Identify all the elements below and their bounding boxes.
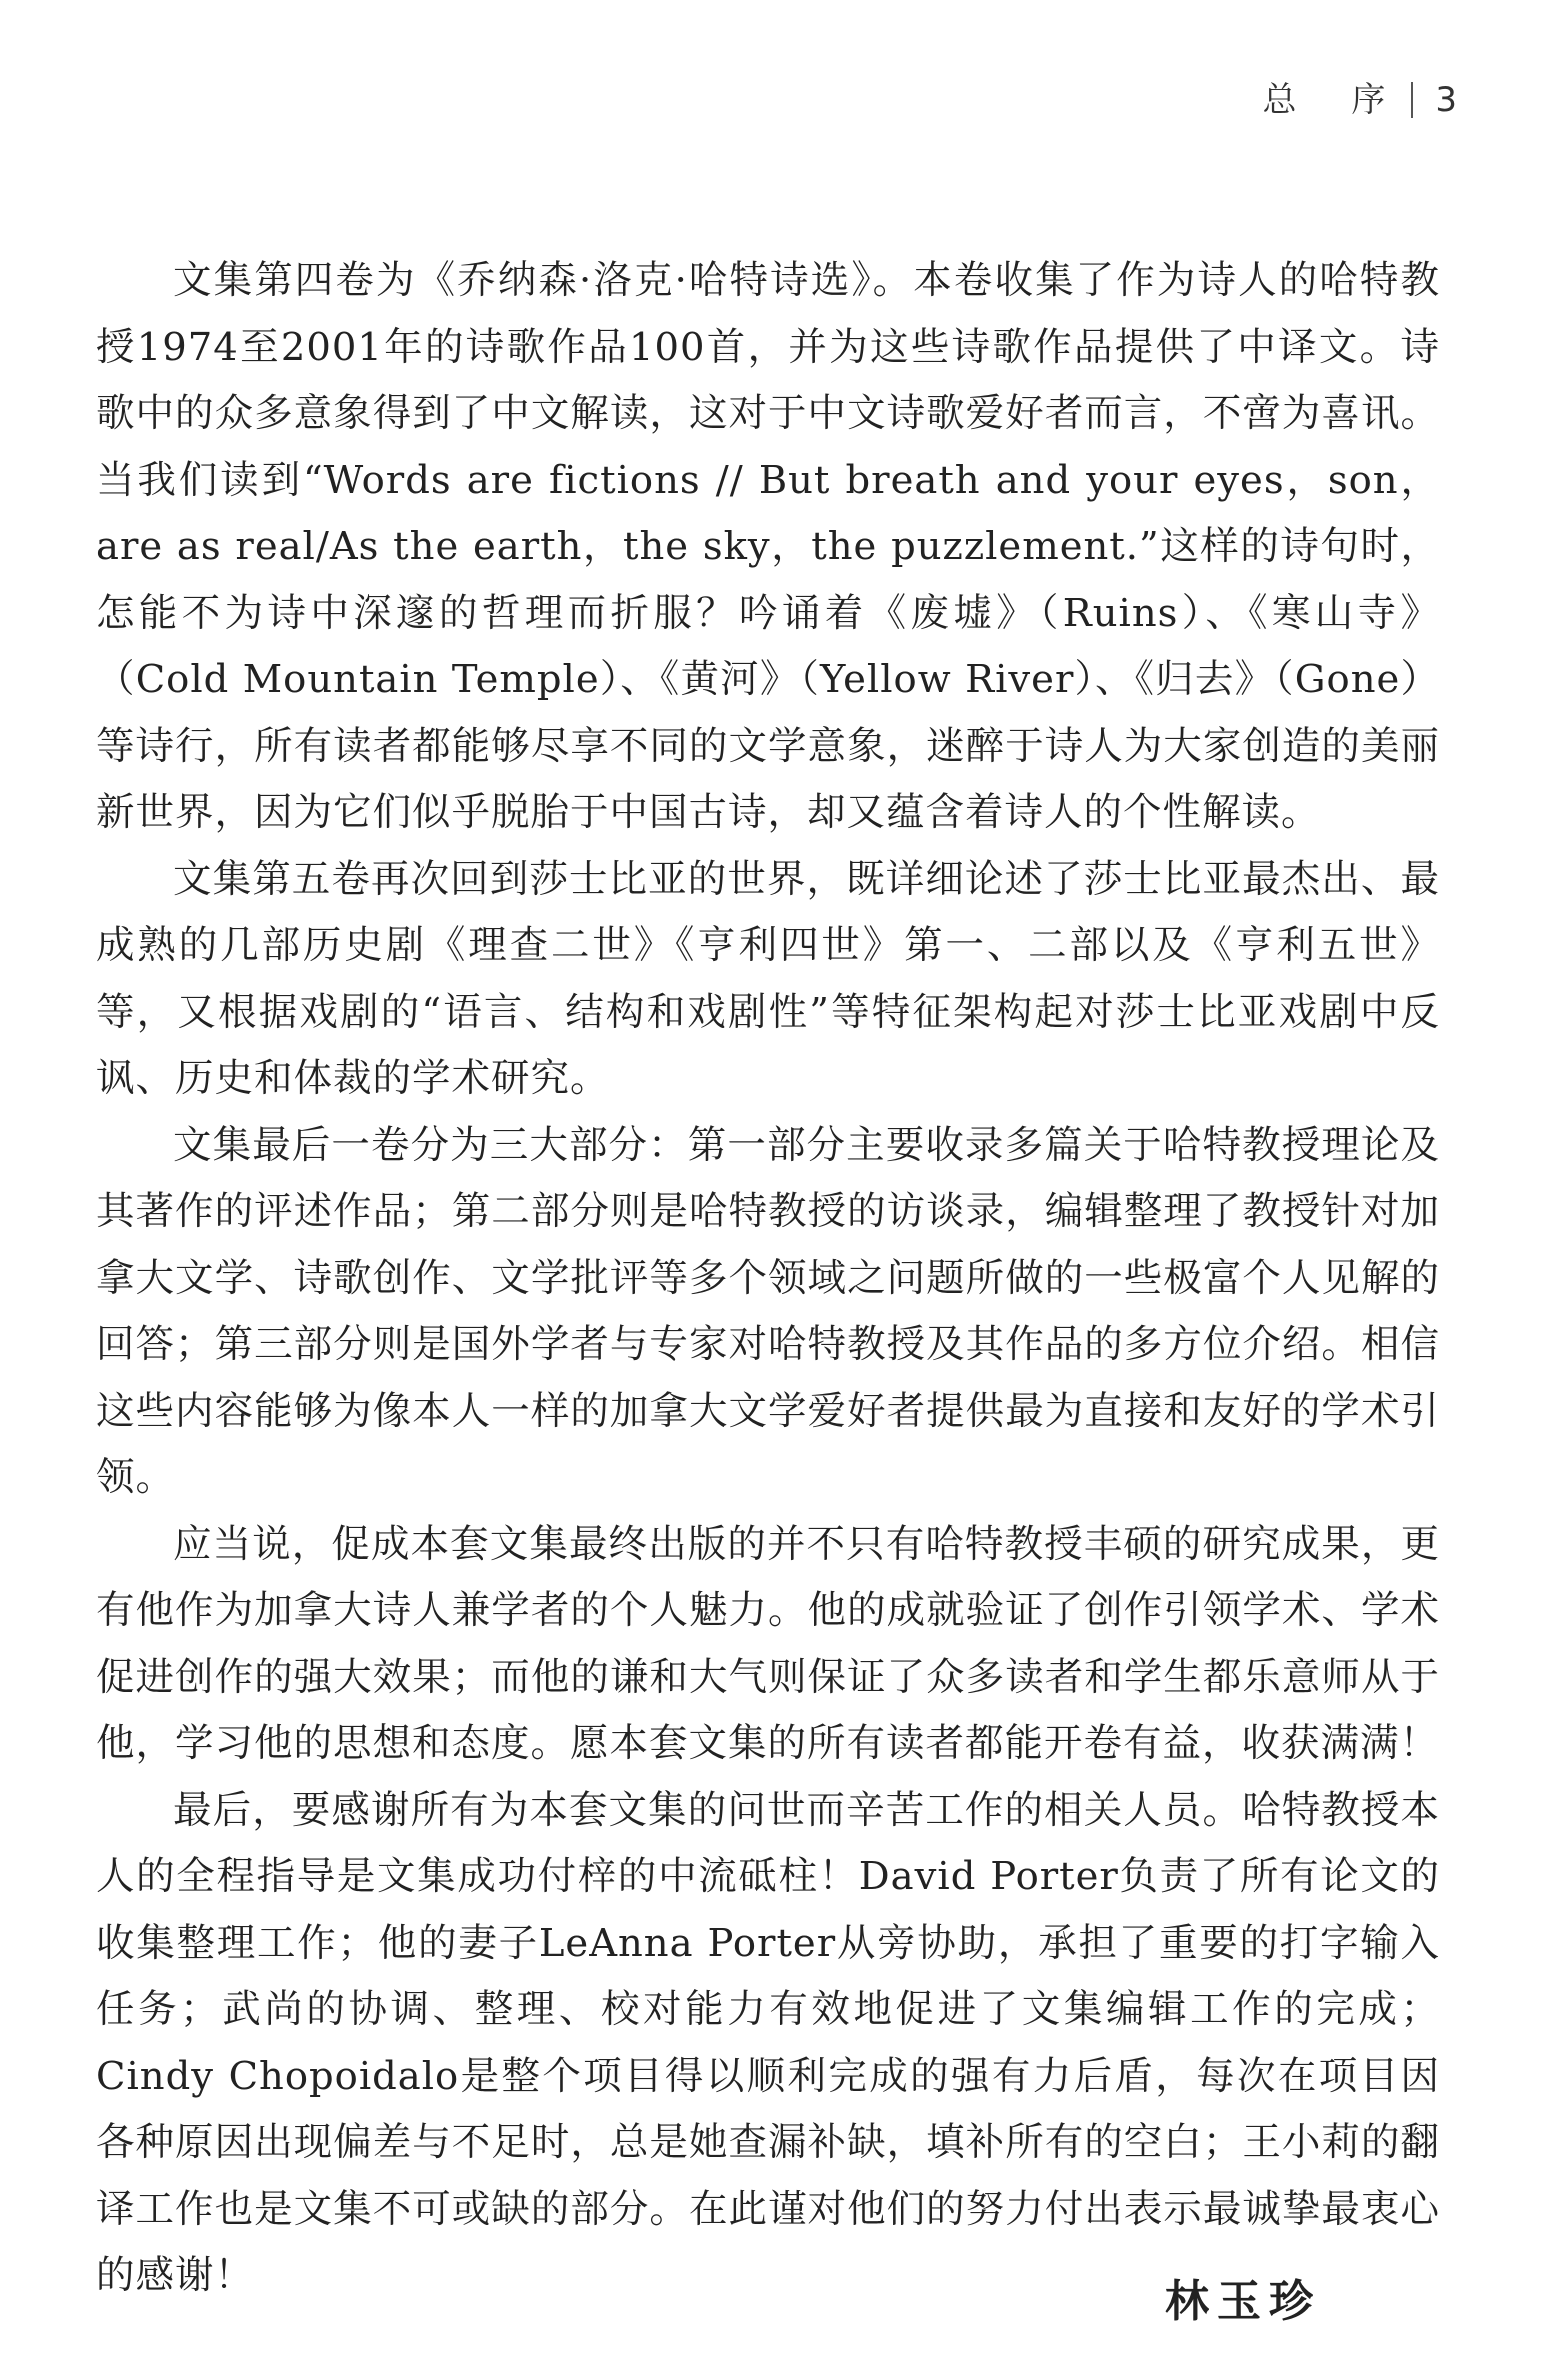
header-title: 总 序: [1262, 80, 1408, 120]
paragraph-acknowledgements: 最后，要感谢所有为本套文集的问世而辛苦工作的相关人员。哈特教授本人的全程指导是文集成功付梓的中流砥柱！David Porter负责了所有论文的收集整理工作；他的妻子LeAnna Porter从旁协助，承担了重要的打字输入任务；武尚的协调、整理、校对能力有效地促进了文集编辑工作的完成；Cindy Chopoidalo是整个项目得以顺利完成的强有力后盾，每次在项目因各种原因出现偏差与不足时，总是她查漏补缺，填补所有的空白；王小莉的翻译工作也是文集不可或缺的部分。在此谨对他们的努力付出表示最诚挚最衷心的感谢！: [96, 1787, 1440, 2298]
page-number: 3: [1435, 80, 1457, 120]
paragraph-significance: 应当说，促成本套文集最终出版的并不只有哈特教授丰硕的研究成果，更有他作为加拿大诗人兼学者的个人魅力。他的成就验证了创作引领学术、学术促进创作的强大效果；而他的谦和大气则保证了众多读者和学生都乐意师从于他，学习他的思想和态度。愿本套文集的所有读者都能开卷有益，收获满满！: [96, 1521, 1440, 1766]
paragraph-volume-four: 文集第四卷为《乔纳森·洛克·哈特诗选》。本卷收集了作为诗人的哈特教授1974至2001年的诗歌作品100首，并为这些诗歌作品提供了中译文。诗歌中的众多意象得到了中文解读，这对于中文诗歌爱好者而言，不啻为喜讯。当我们读到“Words are fictions // But breath and your eyes，son，are as real/As the earth，the sky，the puzzlement.”这样的诗句时，怎能不为诗中深邃的哲理而折服？吟诵着《废墟》（Ruins）、《寒山寺》（Cold Mountain Temple）、《黄河》（Yellow River）、《归去》（Gone）等诗行，所有读者都能够尽享不同的文学意象，迷醉于诗人为大家创造的美丽新世界，因为它们似乎脱胎于中国古诗，却又蕴含着诗人的个性解读。: [96, 258, 1440, 835]
paragraph-volume-five: 文集第五卷再次回到莎士比亚的世界，既详细论述了莎士比亚最杰出、最成熟的几部历史剧《理查二世》《亨利四世》第一、二部以及《亨利五世》等，又根据戏剧的“语言、结构和戏剧性”等特征架构起对莎士比亚戏剧中反讽、历史和体裁的学术研究。: [96, 856, 1440, 1101]
running-header: [1263, 82, 1457, 118]
author-signature: 林玉珍: [1165, 2276, 1321, 2327]
paragraph-final-volume: 文集最后一卷分为三大部分：第一部分主要收录多篇关于哈特教授理论及其著作的评述作品；第二部分则是哈特教授的访谈录，编辑整理了教授针对加拿大文学、诗歌创作、文学批评等多个领域之问题所做的一些极富个人见解的回答；第三部分则是国外学者与专家对哈特教授及其作品的多方位介绍。相信这些内容能够为像本人一样的加拿大文学爱好者提供最为直接和友好的学术引领。: [96, 1122, 1440, 1500]
header-divider: [1411, 82, 1413, 118]
body-text: [96, 248, 1440, 2310]
